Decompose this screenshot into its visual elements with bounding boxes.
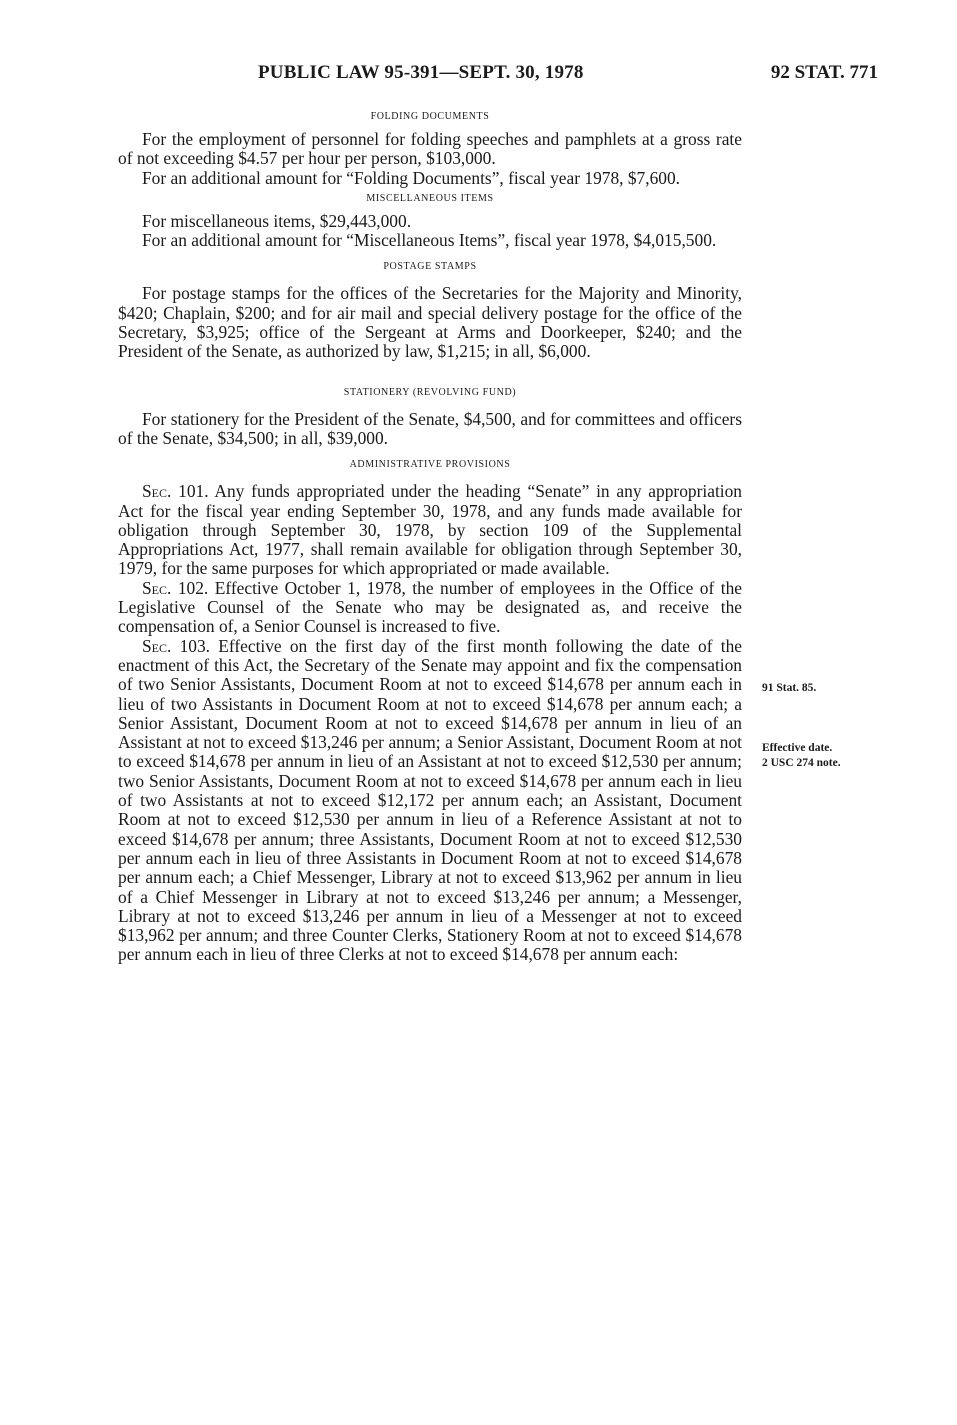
page-title: PUBLIC LAW 95-391—SEPT. 30, 1978: [258, 62, 584, 83]
paragraph-folding-1: For the employment of personnel for folding speeches and pamphlets at a gross rate of not exceeding $4.57 per hour per person, $103,000.: [118, 129, 742, 169]
document-body: [118, 106, 742, 965]
sec-103-label: Sec. 103.: [142, 635, 211, 656]
sec-102-label: Sec. 102.: [142, 577, 209, 598]
sec-101-label: Sec. 101.: [142, 481, 209, 502]
paragraph-misc-2: For an additional amount for “Miscellaneous Items”, fiscal year 1978, $4,015,500.: [142, 230, 717, 251]
stat-page-number: 92 STAT. 771: [770, 62, 878, 83]
heading-stationery: STATIONERY (REVOLVING FUND): [343, 386, 517, 398]
paragraph-sec-101: [118, 482, 742, 578]
heading-miscellaneous-items: MISCELLANEOUS ITEMS: [366, 192, 494, 204]
paragraph-misc-1: For miscellaneous items, $29,443,000.: [142, 210, 412, 231]
paragraph-folding-2: For an additional amount for “Folding Documents”, fiscal year 1978, $7,600.: [142, 167, 681, 188]
heading-folding-documents: FOLDING DOCUMENTS: [370, 111, 490, 122]
margin-note-stat-ref: 91 Stat. 85.: [762, 682, 817, 694]
paragraph-sec-102: [118, 579, 742, 637]
sec-102-text: Effective October 1, 1978, the number of employees in the Office of the Legislative Counsel of the Senate who may be designated as, and receive the compensation of, a Senior Counsel is increased to five.: [118, 577, 742, 637]
heading-postage-stamps: POSTAGE STAMPS: [383, 261, 477, 273]
heading-administrative-provisions: ADMINISTRATIVE PROVISIONS: [349, 459, 511, 471]
sec-103-text: Effective on the first day of the first month following the date of the enactment of this Act, the Secretary of the Senate may appoint and fix the compensation of two Senior Assistants, Document Room at not to exceed $14,678 per annum each in lieu of two Assistants in Document Room at not to exceed $14,678 per annum each; a Senior Assistant, Document Room at not to exceed $14,678 per annum in lieu of an Assistant at not to exceed $13,246 per annum; a Senior Assistant, Document Room at not to exceed $14,678 per annum in lieu of an Assistant at not to exceed $12,530 per annum; two Senior Assistants, Document Room at not to exceed $14,678 per annum each in lieu of two Assistants at not to exceed $12,172 per annum each; an Assistant, Document Room at not to exceed $12,530 per annum in lieu of a Reference Assistant at not to exceed $14,678 per annum; three Assistants, Document Room at not to exceed $12,530 per annum each in lieu of three Assistants in Document Room at not to exceed $14,678 per annum each; a Chief Messenger, Library at not to exceed $13,962 per annum in lieu of a Chief Messenger in Library at not to exceed $13,246 per annum; a Messenger, Library at not to exceed $13,246 per annum in lieu of a Messenger at not to exceed $13,962 per annum; and three Counter Clerks, Stationery Room at not to exceed $14,678 per annum each in lieu of three Clerks at not to exceed $14,678 per annum each:: [118, 635, 742, 965]
sec-101-text: Any funds appropriated under the heading “Senate” in any appropriation Act for the fiscal year ending September 30, 1978, and any funds made available for obligation through September 30, 1978, by section 109 of the Supplemental Appropriations Act, 1977, shall remain available for obligation through September 30, 1979, for the same purposes for which appropriated or made available.: [118, 481, 742, 579]
paragraph-stationery-1: For stationery for the President of the Senate, $4,500, and for committees and officers of the Senate, $34,500; in all, $39,000.: [118, 408, 742, 448]
page-header: [118, 62, 878, 92]
margin-note-effective-date: Effective date.: [762, 742, 833, 754]
paragraph-sec-103: [118, 637, 742, 965]
paragraph-postage-1: For postage stamps for the offices of the Secretaries for the Majority and Minority, $420; Chaplain, $200; and for air mail and special delivery postage for the office of the Secretary, $3,925; office of the Sergeant at Arms and Doorkeeper, $240; and the President of the Senate, as authorized by law, $1,215; in all, $6,000.: [118, 283, 742, 362]
margin-note-usc: 2 USC 274 note.: [762, 757, 841, 769]
